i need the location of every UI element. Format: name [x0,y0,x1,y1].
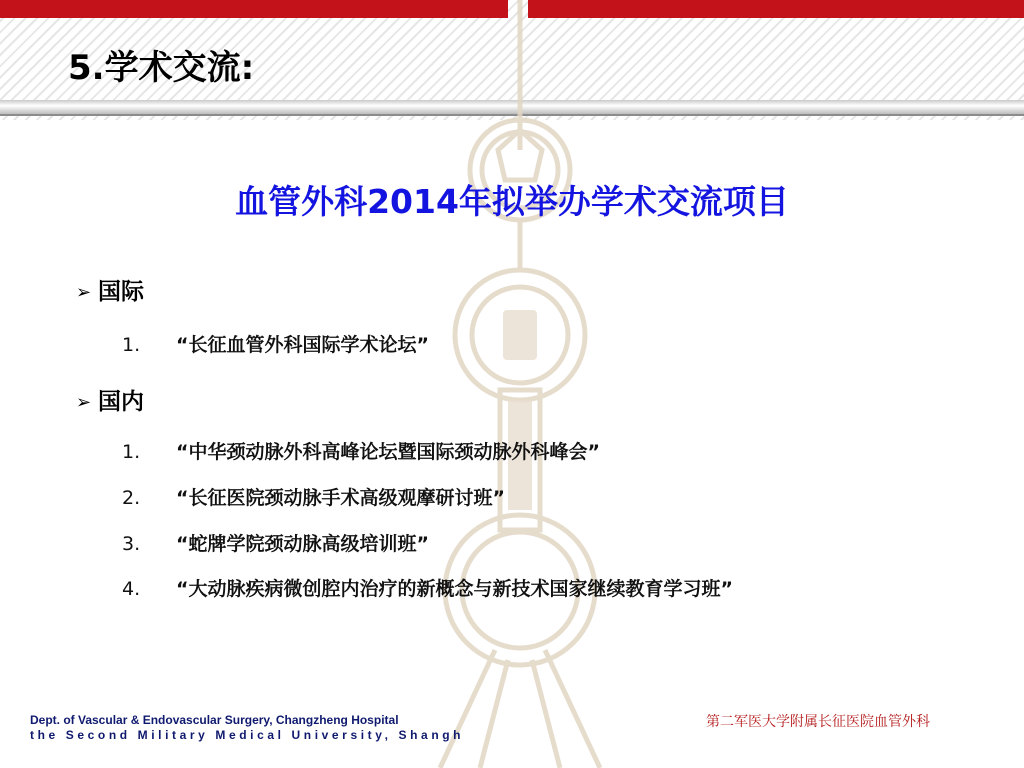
arrow-bullet-icon: ➢ [76,282,92,303]
list-item-text: “蛇牌学院颈动脉高级培训班” [176,533,429,555]
main-heading: 血管外科2014年拟举办学术交流项目 [235,182,789,221]
footer-line-1: Dept. of Vascular & Endovascular Surgery, Changzheng Hospital [30,713,399,727]
footer-line-2: the Second Military Medical University, Shangh [30,728,465,742]
list-number: 4. [122,578,141,600]
footer-department [30,713,464,743]
footer-hospital-name: 第二军医大学附属长征医院血管外科 [706,714,930,730]
list-item [122,437,600,464]
list-item-text: “长征血管外科国际学术论坛” [176,334,429,356]
slide-title: 5.学术交流: [68,48,255,88]
list-number: 3. [122,533,141,555]
list-number: 1. [122,441,141,463]
list-number: 1. [122,334,141,356]
list-item-text: “长征医院颈动脉手术高级观摩研讨班” [176,487,505,509]
list-number: 2. [122,487,141,509]
section-label: 国内 [98,389,144,415]
section-label: 国际 [98,279,144,305]
list-item-text: “中华颈动脉外科高峰论坛暨国际颈动脉外科峰会” [176,441,600,463]
list-item [122,483,505,510]
list-item [122,330,429,357]
hospital-emblem-watermark [400,0,630,768]
list-item-text: “大动脉疾病微创腔内治疗的新概念与新技术国家继续教育学习班” [176,578,733,600]
list-item [122,529,429,556]
arrow-bullet-icon: ➢ [76,392,92,413]
list-item [122,574,733,601]
section-domestic [76,383,144,416]
section-international [76,273,144,306]
